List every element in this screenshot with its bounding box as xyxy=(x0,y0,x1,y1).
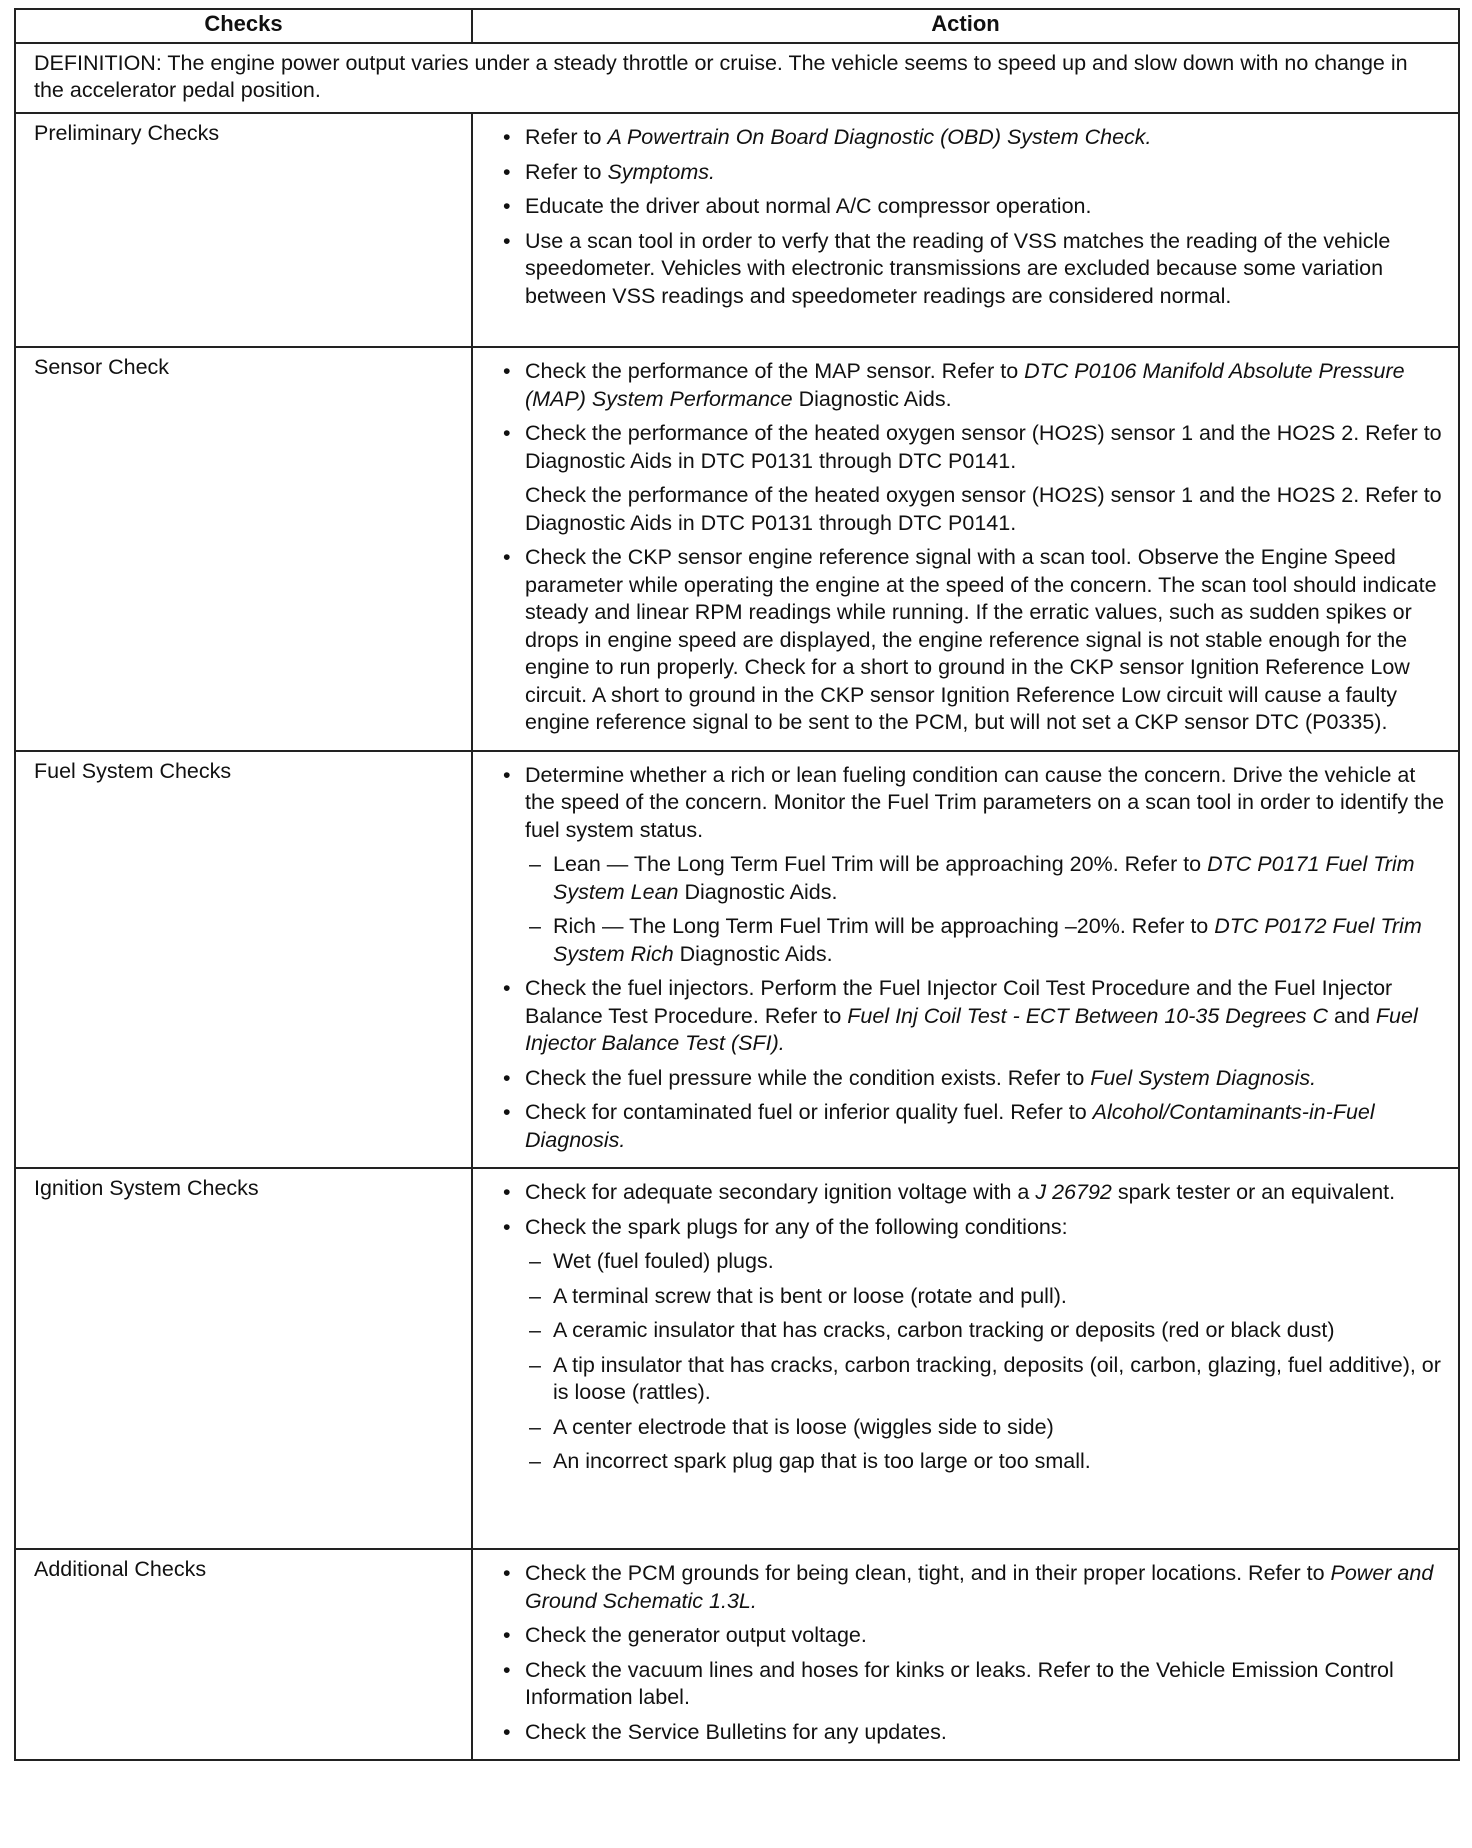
list-item xyxy=(501,975,1446,1058)
item-text: Diagnostic Aids. xyxy=(673,941,833,966)
list-item-continuation: Check the performance of the heated oxygen sensor (HO2S) sensor 1 and the HO2S 2. Refer to Diagnostic Aids in DTC P0131 through DTC P0141. xyxy=(525,483,1442,535)
list-item xyxy=(501,159,1446,187)
sub-list-item: – Wet (fuel fouled) plugs. xyxy=(501,1248,1446,1276)
additional-actions xyxy=(472,1549,1459,1760)
sub-list-item xyxy=(501,851,1446,906)
item-text: Lean — The Long Term Fuel Trim will be approaching 20%. Refer to xyxy=(553,852,1208,876)
reference-link: Fuel Inj Coil Test - ECT Between 10-35 Degrees C xyxy=(847,1003,1329,1028)
checks-column-header: Checks xyxy=(15,9,472,43)
item-text: spark tester or an equivalent. xyxy=(1111,1180,1396,1204)
ignition-system-checks-label: Ignition System Checks xyxy=(15,1168,472,1549)
list-item: • Check the performance of the heated oxygen sensor (HO2S) sensor 1 and the HO2S 2. Refer to Diagnostic Aids in DTC P0131 through DTC P0141. xyxy=(501,420,1446,475)
reference-link: Alcohol/Contaminants-in-Fuel Diagnosis. xyxy=(525,1100,1375,1152)
item-text: Check the fuel injectors. Perform the Fuel Injector Coil Test Procedure and the Fuel Injector Balance Test Procedure. Refer to xyxy=(525,976,1393,1028)
list-item: • Determine whether a rich or lean fueling condition can cause the concern. Drive the vehicle at the speed of the concern. Monitor the Fuel Trim parameters on a scan tool in order to identify the fuel system status. xyxy=(501,762,1446,845)
item-text: and xyxy=(1328,1003,1376,1028)
item-text: Check for contaminated fuel or inferior quality fuel. Refer to xyxy=(525,1100,1093,1124)
reference-link: Power and Ground Schematic 1.3L. xyxy=(525,1561,1434,1613)
sub-list-item: – A tip insulator that has cracks, carbon tracking, deposits (oil, carbon, glazing, fuel additive), or is loose (rattles). xyxy=(501,1352,1446,1407)
preliminary-actions xyxy=(472,113,1459,347)
table-row xyxy=(15,1168,1459,1549)
reference-link: Fuel System Diagnosis. xyxy=(1090,1065,1317,1090)
reference-link: Symptoms. xyxy=(607,159,715,184)
fuel-actions xyxy=(472,751,1459,1169)
sub-list-item: – A center electrode that is loose (wiggles side to side) xyxy=(501,1414,1446,1442)
additional-checks-label: Additional Checks xyxy=(15,1549,472,1760)
reference-link: J 26792 xyxy=(1035,1180,1112,1204)
list-item: • Check the Service Bulletins for any updates. xyxy=(501,1719,1446,1747)
item-text: Check the performance of the MAP sensor. Refer to xyxy=(525,359,1025,383)
item-text: Check for adequate secondary ignition voltage with a xyxy=(525,1180,1036,1204)
list-item: • Check the vacuum lines and hoses for kinks or leaks. Refer to the Vehicle Emission Control Information label. xyxy=(501,1657,1446,1712)
ignition-actions xyxy=(472,1168,1459,1549)
sensor-check-label: Sensor Check xyxy=(15,347,472,751)
item-text: Diagnostic Aids. xyxy=(792,386,952,411)
definition-row xyxy=(15,43,1459,113)
sub-list-item: – A terminal screw that is bent or loose (rotate and pull). xyxy=(501,1283,1446,1311)
list-item xyxy=(501,1099,1446,1154)
list-item xyxy=(501,358,1446,413)
list-item: • Check the CKP sensor engine reference signal with a scan tool. Observe the Engine Speed parameter while operating the engine at the speed of the concern. The scan tool should indicate steady and linear RPM readings while running. If the erratic values, such as sudden spikes or drops in engine speed are displayed, the engine reference signal is not stable enough for the engine to run properly. Check for a short to ground in the CKP sensor Ignition Reference Low circuit. A short to ground in the CKP sensor Ignition Reference Low circuit will cause a faulty engine reference signal to be sent to the PCM, but will not set a CKP sensor DTC (P0335). xyxy=(501,544,1446,737)
item-text: Refer to xyxy=(525,159,608,184)
sub-list-item: – An incorrect spark plug gap that is too large or too small. xyxy=(501,1448,1446,1476)
reference-link: Fuel Injector Balance Test (SFI). xyxy=(525,1003,1418,1055)
sub-list-item xyxy=(501,913,1446,968)
list-item: • Use a scan tool in order to verfy that the reading of VSS matches the reading of the vehicle speedometer. Vehicles with electronic transmissions are excluded because some variation between VSS readings and speedometer readings are considered normal. xyxy=(501,228,1446,311)
preliminary-checks-label: Preliminary Checks xyxy=(15,113,472,347)
list-item xyxy=(501,124,1446,152)
list-item: • Check the generator output voltage. xyxy=(501,1622,1446,1650)
list-item xyxy=(501,1560,1446,1615)
reference-link: A Powertrain On Board Diagnostic (OBD) System Check. xyxy=(607,125,1152,149)
diagnostic-table xyxy=(14,8,1460,1761)
sensor-actions xyxy=(472,347,1459,751)
list-item xyxy=(501,1065,1446,1093)
reference-link: DTC P0172 Fuel Trim System Rich xyxy=(553,914,1422,966)
fuel-system-checks-label: Fuel System Checks xyxy=(15,751,472,1169)
list-item: • Check the spark plugs for any of the following conditions: xyxy=(501,1214,1446,1242)
item-text: Diagnostic Aids. xyxy=(678,879,838,904)
action-column-header: Action xyxy=(472,9,1459,43)
table-row xyxy=(15,113,1459,347)
table-row xyxy=(15,1549,1459,1760)
reference-link: DTC P0171 Fuel Trim System Lean xyxy=(553,852,1415,904)
table-row xyxy=(15,347,1459,751)
table-row xyxy=(15,751,1459,1169)
header-row xyxy=(15,9,1459,43)
list-item xyxy=(501,1179,1446,1207)
item-text: Check the fuel pressure while the condition exists. Refer to xyxy=(525,1065,1091,1090)
item-text: Rich — The Long Term Fuel Trim will be approaching –20%. Refer to xyxy=(553,914,1215,938)
item-text: Check the PCM grounds for being clean, tight, and in their proper locations. Refer to xyxy=(525,1561,1331,1585)
sub-list-item: – A ceramic insulator that has cracks, carbon tracking or deposits (red or black dust) xyxy=(501,1317,1446,1345)
definition-text: DEFINITION: The engine power output varies under a steady throttle or cruise. The vehicle seems to speed up and slow down with no change in the accelerator pedal position. xyxy=(15,43,1459,113)
reference-link: DTC P0106 Manifold Absolute Pressure (MAP) System Performance xyxy=(525,359,1405,411)
list-item: • Educate the driver about normal A/C compressor operation. xyxy=(501,193,1446,221)
item-text: Refer to xyxy=(525,125,608,149)
